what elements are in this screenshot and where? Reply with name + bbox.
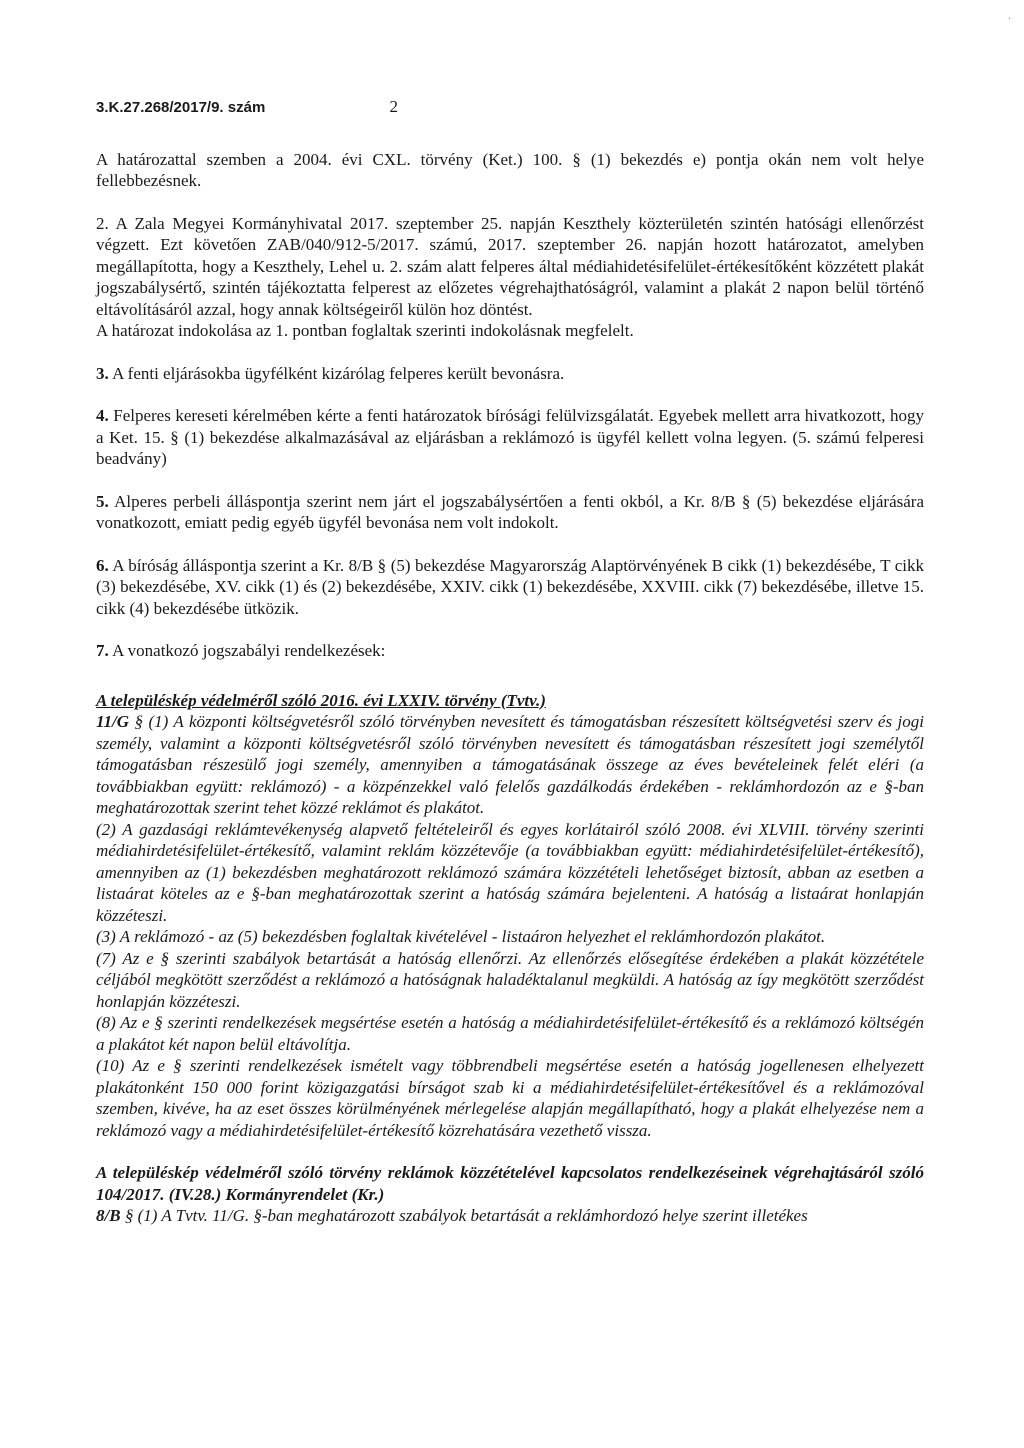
law-tvtv-section-2: (2) A gazdasági reklámtevékenység alapvető feltételeiről és egyes korlátairól szóló 2008. évi XLVIII. törvény szerinti médiahirdetésifelület-értékesítő, valamint reklám közzétevője (a továbbiakban együtt: médiahirdetésifelület-értékesítő), amennyiben az (1) bekezdésben meghatározott reklámozó számára közzétételi lehetőséget biztosít, abban az esetben a listaárat köteles az e §-ban meghatározottak szerint a hatóság számára bejelenteni. A hatóság a listaárat honlapján közzéteszi. [96, 819, 924, 925]
law-tvtv-section-number: 11/G [96, 712, 130, 731]
page-number: 2 [389, 97, 398, 116]
paragraph-4 [96, 405, 924, 470]
law-kr-section-1 [96, 1205, 924, 1227]
scan-mark: · [1008, 14, 1012, 25]
paragraph-6-text: A bíróság álláspontja szerint a Kr. 8/B § (5) bekezdése Magyarország Alaptörvényének B cikk (1) bekezdésébe, T cikk (3) bekezdésébe, XV. cikk (1) és (2) bekezdésébe, XXIV. cikk (1) bekezdésébe, XXVIII. cikk (7) bekezdésébe, illetve 15. cikk (4) bekezdésébe ütközik. [96, 555, 925, 618]
law-kr-section-number: 8/B [96, 1206, 121, 1225]
case-number: 3.K.27.268/2017/9. szám [96, 99, 266, 116]
law-tvtv-section-10: (10) Az e § szerinti rendelkezések ismételt vagy többrendbeli megsértése esetén a hatóság jogellenesen elhelyezett plakátonként 150 000 forint közigazgatási bírságot szab ki a médiahirdetésifelület-értékesítővel és a reklámozóval szemben, kivéve, ha az eset összes körülményének mérlegelése alapján megállapítható, hogy a plakát elhelyezése nem a reklámozó vagy a médiahirdetésifelület-értékesítő közrehatására vezethető vissza. [96, 1056, 924, 1140]
paragraph-7 [96, 640, 924, 662]
paragraph-2-reasoning: A határozat indokolása az 1. pontban foglaltak szerinti indokolásnak megfelelt. [96, 321, 634, 340]
paragraph-3-text: A fenti eljárásokba ügyfélként kizárólag felperes került bevonásra. [112, 363, 565, 383]
paragraph-3-number: 3. [96, 363, 109, 383]
paragraph-6 [96, 555, 924, 620]
paragraph-1: A határozattal szemben a 2004. évi CXL. törvény (Ket.) 100. § (1) bekezdés e) pontja okán nem volt helye fellebbezésnek. [96, 149, 924, 190]
paragraph-5-text: Alperes perbeli álláspontja szerint nem járt el jogszabálysértően a fenti okból, a Kr. 8/B § (5) bekezdése eljárására vonatkozott, emiatt pedig egyéb ügyfél bevonása nem volt indokolt. [96, 491, 925, 532]
paragraph-4-number: 4. [96, 406, 109, 425]
paragraph-6-number: 6. [96, 555, 109, 575]
paragraph-5 [96, 491, 924, 534]
law-tvtv-section-1 [96, 711, 924, 819]
law-tvtv-section-7: (7) Az e § szerinti szabályok betartását a hatóság ellenőrzi. Az ellenőrzés elősegítése érdekében a plakát közzététele céljából megkötött szerződést a reklámozó a hatóságnak haladéktalanul megküldi. A hatóság az így megkötött szerződést honlapján közzéteszi. [96, 948, 924, 1011]
law-tvtv-title: A településkép védelméről szóló 2016. évi LXXIV. törvény (Tvtv.) [96, 690, 546, 710]
paragraph-5-number: 5. [96, 491, 109, 511]
document-page [96, 96, 924, 1227]
law-tvtv-section-3: (3) A reklámozó - az (5) bekezdésben foglaltak kivételével - listaáron helyezhet el reklámhordozón plakátot. [96, 927, 826, 946]
paragraph-2: 2. A Zala Megyei Kormányhivatal 2017. szeptember 25. napján Keszthely közterületén szintén hatósági ellenőrzést végzett. Ezt követően ZAB/040/912-5/2017. számú, 2017. szeptember 26. napján hozott határozatot, amelyben megállapította, hogy a Keszthely, Lehel u. 2. szám alatt felperes által médiahidetésifelület-értékesítőként közzétett plakát jogszabálysértő, szintén tájékoztatta felperest az előzetes végrehajthatóságról, valamint a plakát 2 napon belül történő eltávolításáról azzal, hogy annak költségeiről külön hoz döntést. [96, 213, 924, 319]
law-tvtv-section-8: (8) Az e § szerinti rendelkezések megsértése esetén a hatóság a médiahirdetésifelület-értékesítő és a reklámozó költségén a plakátot két napon belül eltávolítja. [96, 1013, 924, 1054]
paragraph-3 [96, 363, 924, 385]
law-kr-title: A településkép védelméről szóló törvény reklámok közzétételével kapcsolatos rendelkezéseinek végrehajtásáról szóló 104/2017. (IV.28.) Kormányrendelet (Kr.) [96, 1163, 924, 1204]
paragraph-4-text: Felperes kereseti kérelmében kérte a fenti határozatok bírósági felülvizsgálatát. Egyebek mellett arra hivatkozott, hogy a Ket. 15. § (1) bekezdése alkalmazásával az eljárásban a reklámozó is ügyfél kellett volna legyen. (5. számú felperesi beadvány) [96, 406, 924, 468]
law-kr-excerpt [96, 1162, 924, 1227]
paragraph-7-number: 7. [96, 641, 109, 660]
law-tvtv-excerpt [96, 690, 924, 1142]
law-tvtv-s1-text: § (1) A központi költségvetésről szóló törvényben nevesített és támogatásban részesített költségvetési szerv és jogi személy, valamint a központi költségvetésről szóló törvényben nevesített és támogatásban részesített jogi személytől támogatásban részesülő jogi személy, amennyiben a támogatásának összege az éves bevételeinek felét eléri (a továbbiakban együtt: reklámozó) - a közpénzekkel való felelős gazdálkodás érdekében - reklámhordozón az e §-ban meghatározottak szerint tehet közzé reklámot és plakátot. [96, 712, 924, 817]
law-kr-s1-text: § (1) A Tvtv. 11/G. §-ban meghatározott szabályok betartását a reklámhordozó helye szerint illetékes [124, 1206, 808, 1225]
page-header [96, 96, 924, 119]
paragraph-7-text: A vonatkozó jogszabályi rendelkezések: [112, 641, 386, 660]
